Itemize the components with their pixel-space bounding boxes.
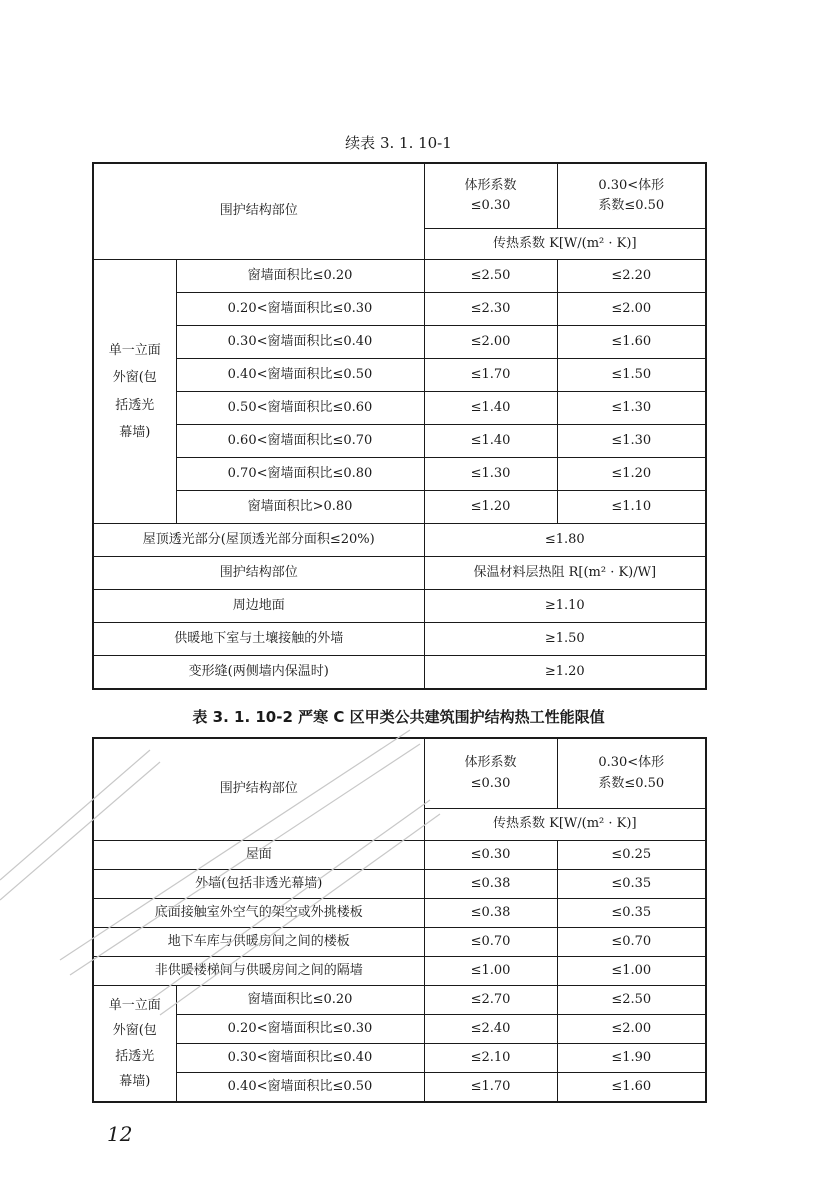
thermal-table-continued xyxy=(92,162,707,690)
cell-value: ≤2.00 xyxy=(424,326,557,359)
thermal-table-severe-cold-c xyxy=(92,737,707,1103)
cell-value: ≤1.00 xyxy=(557,957,706,986)
cell-value: ≤1.40 xyxy=(424,425,557,458)
cell-value: ≤0.38 xyxy=(424,899,557,928)
r-header-unit: 保温材料层热阻 R[(m² · K)/W] xyxy=(424,557,706,590)
cell-value: ≤2.30 xyxy=(424,293,557,326)
window-group-label: 单一立面 外窗(包 括透光 幕墙) xyxy=(93,260,176,524)
row-label: 窗墙面积比≤0.20 xyxy=(176,260,424,293)
row-label: 0.70<窗墙面积比≤0.80 xyxy=(176,458,424,491)
row-label: 地下车库与供暖房间之间的楼板 xyxy=(93,928,424,957)
cell-value: ≤1.90 xyxy=(557,1044,706,1073)
row-label: 0.60<窗墙面积比≤0.70 xyxy=(176,425,424,458)
cell-value: ≤2.50 xyxy=(557,986,706,1015)
cell-value: ≤2.00 xyxy=(557,1015,706,1044)
header-k-unit: 传热系数 K[W/(m² · K)] xyxy=(424,229,706,260)
cell-value: ≤1.60 xyxy=(557,326,706,359)
row-label: 供暖地下室与土壤接触的外墙 xyxy=(93,623,424,656)
roof-light-value: ≤1.80 xyxy=(424,524,706,557)
page-number: 12 xyxy=(107,1122,133,1146)
row-label: 变形缝(两侧墙内保温时) xyxy=(93,656,424,690)
cell-value: ≤2.70 xyxy=(424,986,557,1015)
cell-value: ≤0.35 xyxy=(557,899,706,928)
row-label: 非供暖楼梯间与供暖房间之间的隔墙 xyxy=(93,957,424,986)
cell-value: ≤1.30 xyxy=(557,425,706,458)
cell-value: ≥1.20 xyxy=(424,656,706,690)
roof-light-label: 屋顶透光部分(屋顶透光部分面积≤20%) xyxy=(93,524,424,557)
row-label: 窗墙面积比>0.80 xyxy=(176,491,424,524)
cell-value: ≤1.20 xyxy=(557,458,706,491)
row-label: 0.30<窗墙面积比≤0.40 xyxy=(176,326,424,359)
r-header-label: 围护结构部位 xyxy=(93,557,424,590)
cell-value: ≤0.35 xyxy=(557,870,706,899)
cell-value: ≤2.00 xyxy=(557,293,706,326)
cell-value: ≤2.20 xyxy=(557,260,706,293)
cell-value: ≤1.40 xyxy=(424,392,557,425)
cell-value: ≤1.00 xyxy=(424,957,557,986)
row-label: 屋面 xyxy=(93,841,424,870)
cell-value: ≤2.40 xyxy=(424,1015,557,1044)
row-label: 0.30<窗墙面积比≤0.40 xyxy=(176,1044,424,1073)
cell-value: ≤0.70 xyxy=(557,928,706,957)
row-label: 周边地面 xyxy=(93,590,424,623)
cell-value: ≤0.38 xyxy=(424,870,557,899)
cell-value: ≤1.30 xyxy=(557,392,706,425)
cell-value: ≤1.50 xyxy=(557,359,706,392)
cell-value: ≤2.50 xyxy=(424,260,557,293)
cell-value: ≥1.10 xyxy=(424,590,706,623)
row-label: 0.20<窗墙面积比≤0.30 xyxy=(176,1015,424,1044)
row-label: 0.40<窗墙面积比≤0.50 xyxy=(176,1073,424,1103)
row-label: 外墙(包括非透光幕墙) xyxy=(93,870,424,899)
cell-value: ≤0.25 xyxy=(557,841,706,870)
row-label: 0.40<窗墙面积比≤0.50 xyxy=(176,359,424,392)
header-k-unit: 传热系数 K[W/(m² · K)] xyxy=(424,809,706,841)
header-part-label: 围护结构部位 xyxy=(93,163,424,260)
cell-value: ≤1.60 xyxy=(557,1073,706,1103)
table1-caption: 续表 3. 1. 10-1 xyxy=(345,134,452,152)
cell-value: ≤1.70 xyxy=(424,1073,557,1103)
cell-value: ≤1.20 xyxy=(424,491,557,524)
row-label: 底面接触室外空气的架空或外挑楼板 xyxy=(93,899,424,928)
cell-value: ≤1.30 xyxy=(424,458,557,491)
cell-value: ≤0.70 xyxy=(424,928,557,957)
table2-caption: 表 3. 1. 10-2 严寒 C 区甲类公共建筑围护结构热工性能限值 xyxy=(192,708,605,726)
header-col1: 体形系数 ≤0.30 xyxy=(424,163,557,229)
cell-value: ≤1.10 xyxy=(557,491,706,524)
row-label: 0.20<窗墙面积比≤0.30 xyxy=(176,293,424,326)
cell-value: ≤1.70 xyxy=(424,359,557,392)
header-col2: 0.30<体形 系数≤0.50 xyxy=(557,163,706,229)
header-part-label: 围护结构部位 xyxy=(93,738,424,841)
row-label: 窗墙面积比≤0.20 xyxy=(176,986,424,1015)
cell-value: ≤2.10 xyxy=(424,1044,557,1073)
row-label: 0.50<窗墙面积比≤0.60 xyxy=(176,392,424,425)
header-col2: 0.30<体形 系数≤0.50 xyxy=(557,738,706,809)
window-group-label: 单一立面 外窗(包 括透光 幕墙) xyxy=(93,986,176,1103)
cell-value: ≥1.50 xyxy=(424,623,706,656)
cell-value: ≤0.30 xyxy=(424,841,557,870)
header-col1: 体形系数 ≤0.30 xyxy=(424,738,557,809)
